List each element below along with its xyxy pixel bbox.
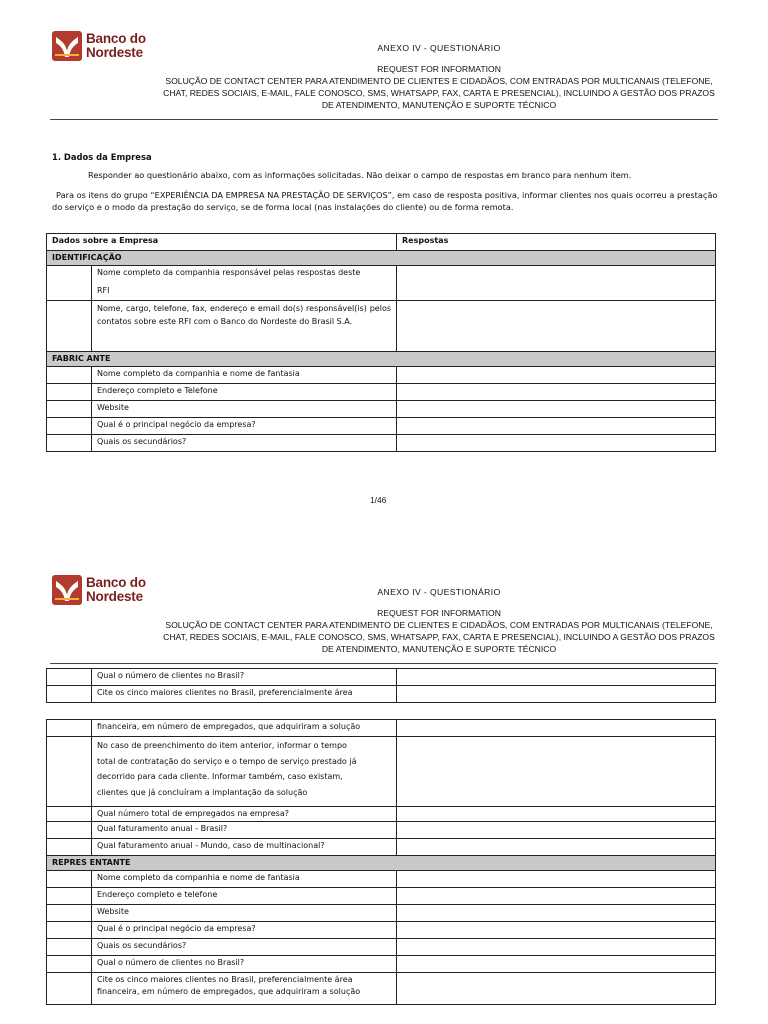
question-cell: Qual o número de clientes no Brasil? bbox=[92, 956, 397, 973]
answer-cell[interactable] bbox=[397, 686, 716, 703]
header-divider bbox=[50, 119, 718, 120]
header-divider bbox=[50, 663, 718, 664]
subtitle-line3: DE ATENDIMENTO, MANUTENÇÃO E SUPORTE TÉCNICO bbox=[321, 644, 557, 654]
table-header-row bbox=[47, 234, 716, 251]
company-data-table-continued-b bbox=[46, 719, 716, 1005]
question-cell: Quais os secundários? bbox=[92, 939, 397, 956]
company-data-table bbox=[46, 233, 716, 452]
question-cell: Qual faturamento anual - Mundo, caso de multinacional? bbox=[92, 839, 397, 856]
instructions-paragraph: Responder ao questionário abaixo, com as informações solicitadas. Não deixar o campo de respostas em branco para nenhum item. bbox=[88, 170, 632, 180]
table-row bbox=[47, 905, 716, 922]
question-cell: Website bbox=[92, 905, 397, 922]
question-cell: Qual faturamento anual - Brasil? bbox=[92, 822, 397, 839]
answer-cell[interactable] bbox=[397, 807, 716, 822]
subtitle-line2: CHAT, REDES SOCIAIS, E-MAIL, FALE CONOSCO, SMS, WHATSAPP, FAX, CARTA E PRESENCIAL), INCLUINDO A GESTÃO DOS PRAZOS bbox=[163, 88, 715, 98]
column-header-data: Dados sobre a Empresa bbox=[47, 234, 397, 251]
annex-title: ANEXO IV - QUESTIONÁRIO bbox=[377, 43, 501, 53]
company-data-table-continued-a bbox=[46, 668, 716, 703]
question-cell: Nome completo da companhia e nome de fantasia bbox=[92, 367, 397, 384]
table-row bbox=[47, 301, 716, 352]
table-row bbox=[47, 871, 716, 888]
table-row bbox=[47, 973, 716, 1005]
table-row bbox=[47, 956, 716, 973]
answer-cell[interactable] bbox=[397, 871, 716, 888]
answer-cell[interactable] bbox=[397, 367, 716, 384]
answer-cell[interactable] bbox=[397, 737, 716, 807]
answer-cell[interactable] bbox=[397, 384, 716, 401]
answer-cell[interactable] bbox=[397, 956, 716, 973]
group-row-identificacao bbox=[47, 251, 716, 266]
question-cell: financeira, em número de empregados, que adquiriram a solução bbox=[92, 720, 397, 737]
answer-cell[interactable] bbox=[397, 435, 716, 452]
logo-line1: Banco do bbox=[86, 575, 146, 590]
question-cell: Endereço completo e Telefone bbox=[92, 384, 397, 401]
subtitle-line2: CHAT, REDES SOCIAIS, E-MAIL, FALE CONOSCO, SMS, WHATSAPP, FAX, CARTA E PRESENCIAL), INCLUINDO A GESTÃO DOS PRAZOS bbox=[163, 632, 715, 642]
table-row bbox=[47, 720, 716, 737]
group-label: IDENTIFICAÇÃO bbox=[47, 251, 716, 266]
table-row bbox=[47, 822, 716, 839]
rfi-title: REQUEST FOR INFORMATION bbox=[377, 608, 501, 618]
answer-cell[interactable] bbox=[397, 669, 716, 686]
table-row bbox=[47, 418, 716, 435]
answer-cell[interactable] bbox=[397, 401, 716, 418]
bank-logo bbox=[52, 31, 146, 61]
question-cell: Qual é o principal negócio da empresa? bbox=[92, 922, 397, 939]
answer-cell[interactable] bbox=[397, 922, 716, 939]
answer-cell[interactable] bbox=[397, 418, 716, 435]
table-row bbox=[47, 686, 716, 703]
answer-cell[interactable] bbox=[397, 888, 716, 905]
answer-cell[interactable] bbox=[397, 973, 716, 1005]
table-row bbox=[47, 839, 716, 856]
question-cell: Nome completo da companhia responsável pelas respostas deste RFI bbox=[92, 266, 397, 301]
subtitle-line3: DE ATENDIMENTO, MANUTENÇÃO E SUPORTE TÉCNICO bbox=[321, 100, 557, 110]
column-header-answers: Respostas bbox=[397, 234, 716, 251]
table-row bbox=[47, 266, 716, 301]
section-title: 1. Dados da Empresa bbox=[52, 152, 152, 162]
table-row bbox=[47, 367, 716, 384]
answer-cell[interactable] bbox=[397, 720, 716, 737]
question-cell: Qual é o principal negócio da empresa? bbox=[92, 418, 397, 435]
bank-logo bbox=[52, 575, 146, 605]
document-header bbox=[160, 42, 718, 111]
answer-cell[interactable] bbox=[397, 939, 716, 956]
question-cell: Quais os secundários? bbox=[92, 435, 397, 452]
group-label: FABRIC ANTE bbox=[47, 352, 716, 367]
answer-cell[interactable] bbox=[397, 822, 716, 839]
question-cell: Endereço completo e telefone bbox=[92, 888, 397, 905]
question-cell: Nome completo da companhia e nome de fantasia bbox=[92, 871, 397, 888]
logo-line1: Banco do bbox=[86, 31, 146, 46]
annex-title: ANEXO IV - QUESTIONÁRIO bbox=[377, 587, 501, 597]
group-row-fabricante bbox=[47, 352, 716, 367]
answer-cell[interactable] bbox=[397, 266, 716, 301]
question-cell: Cite os cinco maiores clientes no Brasil, preferencialmente área bbox=[92, 686, 397, 703]
question-cell: Qual número total de empregados na empresa? bbox=[92, 807, 397, 822]
question-cell: Cite os cinco maiores clientes no Brasil, preferencialmente área financeira, em número de empregados, que adquiriram a solução bbox=[92, 973, 397, 1005]
group-row-representante bbox=[47, 856, 716, 871]
question-cell: Website bbox=[92, 401, 397, 418]
table-row bbox=[47, 807, 716, 822]
table-row bbox=[47, 888, 716, 905]
answer-cell[interactable] bbox=[397, 301, 716, 352]
table-row bbox=[47, 384, 716, 401]
table-row bbox=[47, 435, 716, 452]
logo-line2: Nordeste bbox=[86, 45, 143, 60]
table-row bbox=[47, 939, 716, 956]
answer-cell[interactable] bbox=[397, 905, 716, 922]
question-cell: No caso de preenchimento do item anterior, informar o tempo total de contratação do serviço e o tempo de serviço prestado já decorrido para cada cliente. Informar também, caso existam, clientes que já concluíram a implantação da solução bbox=[92, 737, 397, 807]
bank-logo-icon bbox=[52, 575, 82, 605]
subtitle-line1: SOLUÇÃO DE CONTACT CENTER PARA ATENDIMENTO DE CLIENTES E CIDADÃOS, COM ENTRADAS POR MULTICANAIS (TELEFONE, bbox=[165, 620, 713, 630]
page-number: 1/46 bbox=[370, 495, 387, 505]
table-row bbox=[47, 737, 716, 807]
rfi-title: REQUEST FOR INFORMATION bbox=[377, 64, 501, 74]
table-row bbox=[47, 401, 716, 418]
subtitle-line1: SOLUÇÃO DE CONTACT CENTER PARA ATENDIMENTO DE CLIENTES E CIDADÃOS, COM ENTRADAS POR MULTICANAIS (TELEFONE, bbox=[165, 76, 713, 86]
group-label: REPRES ENTANTE bbox=[47, 856, 716, 871]
table-row bbox=[47, 922, 716, 939]
document-header bbox=[160, 586, 718, 655]
bank-logo-icon bbox=[52, 31, 82, 61]
question-cell: Qual o número de clientes no Brasil? bbox=[92, 669, 397, 686]
question-cell: Nome, cargo, telefone, fax, endereço e email do(s) responsável(is) pelos contatos sobre este RFI com o Banco do Nordeste do Brasil S.A. bbox=[92, 301, 397, 352]
table-row bbox=[47, 669, 716, 686]
experience-paragraph: Para os itens do grupo “EXPERIÊNCIA DA EMPRESA NA PRESTAÇÃO DE SERVIÇOS”, em caso de resposta positiva, informar clientes nos quais ocorreu a prestação do serviço e o modo da prestação do serviço, se de forma local (nas instalações do cliente) ou de forma remota. bbox=[52, 190, 718, 212]
logo-line2: Nordeste bbox=[86, 589, 143, 604]
answer-cell[interactable] bbox=[397, 839, 716, 856]
